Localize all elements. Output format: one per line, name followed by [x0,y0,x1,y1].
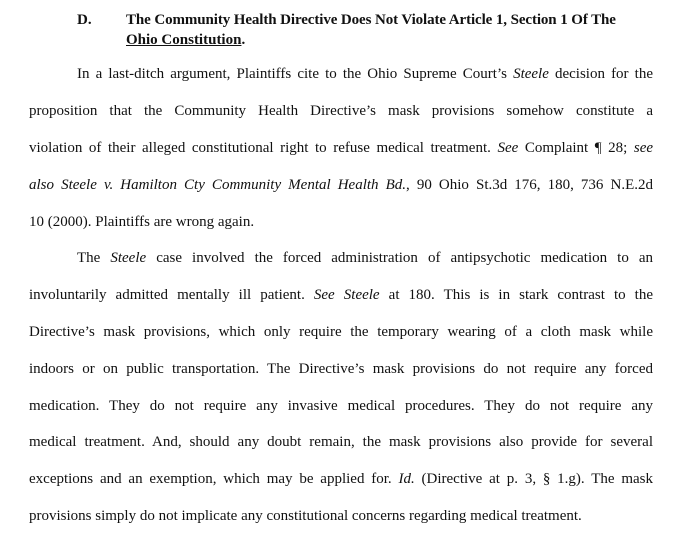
paragraph-1-line-3 [29,138,653,158]
section-title-line-2 [126,30,245,50]
section-letter: D. [77,12,92,28]
signal-see: see [633,140,654,156]
text-run: involuntarily admitted mentally ill patient. [29,287,314,303]
text-run: case involved the forced administration of antipsychotic medication to an [146,250,654,266]
text-run: violation of their alleged constitutional right to refuse medical treatment. [29,140,498,156]
paragraph-2-line-8: provisions simply do not implicate any constitutional concerns regarding medical treatment. [29,508,582,524]
paragraph-1-line-5: 10 (2000). Plaintiffs are wrong again. [29,214,255,230]
paragraph-1-line-4 [29,175,653,195]
case-citation: See Steele [313,287,380,303]
section-title-period: . [241,32,246,48]
text-run: exceptions and an exemption, which may be applied for. [29,471,399,487]
text-run: (Directive at p. 3, § 1.g). The mask [414,471,653,487]
case-name: Steele [110,250,147,266]
paragraph-2-line-7 [29,469,653,489]
text-run: The [77,250,111,266]
paragraph-2-line-5: medication. They do not require any invasive medical procedures. They do not require any [29,398,653,414]
paragraph-2-line-3: Directive’s mask provisions, which only require the temporary wearing of a cloth mask while [29,324,653,340]
paragraph-2-line-2 [29,285,653,305]
case-citation: also Steele v. Hamilton Cty Community Mental Health Bd. [29,177,407,193]
text-run: decision for the [548,66,653,82]
section-heading [0,10,673,50]
citation-id: Id. [398,471,415,487]
text-run: In a last-ditch argument, Plaintiffs cite to the Ohio Supreme Court’s [77,66,514,82]
section-title-underlined: Ohio Constitution [126,32,242,48]
text-run: at 180. This is in stark contrast to the [379,287,654,303]
text-run: Complaint ¶ 28; [518,140,634,156]
paragraph-1-line-1 [77,64,653,84]
paragraph-1-line-2: proposition that the Community Health Directive’s mask provisions somehow constitute a [29,103,653,119]
paragraph-2-line-6: medical treatment. And, should any doubt remain, the mask provisions also provide for several [29,434,653,450]
text-run: , 90 Ohio St.3d 176, 180, 736 N.E.2d [406,177,653,193]
case-name: Steele [513,66,549,82]
paragraph-2-line-4: indoors or on public transportation. The Directive’s mask provisions do not require any forced [29,361,653,377]
paragraph-2-line-1 [77,248,653,268]
signal-see: See [497,140,519,156]
section-title-line-1: The Community Health Directive Does Not Violate Article 1, Section 1 Of The [126,12,616,28]
